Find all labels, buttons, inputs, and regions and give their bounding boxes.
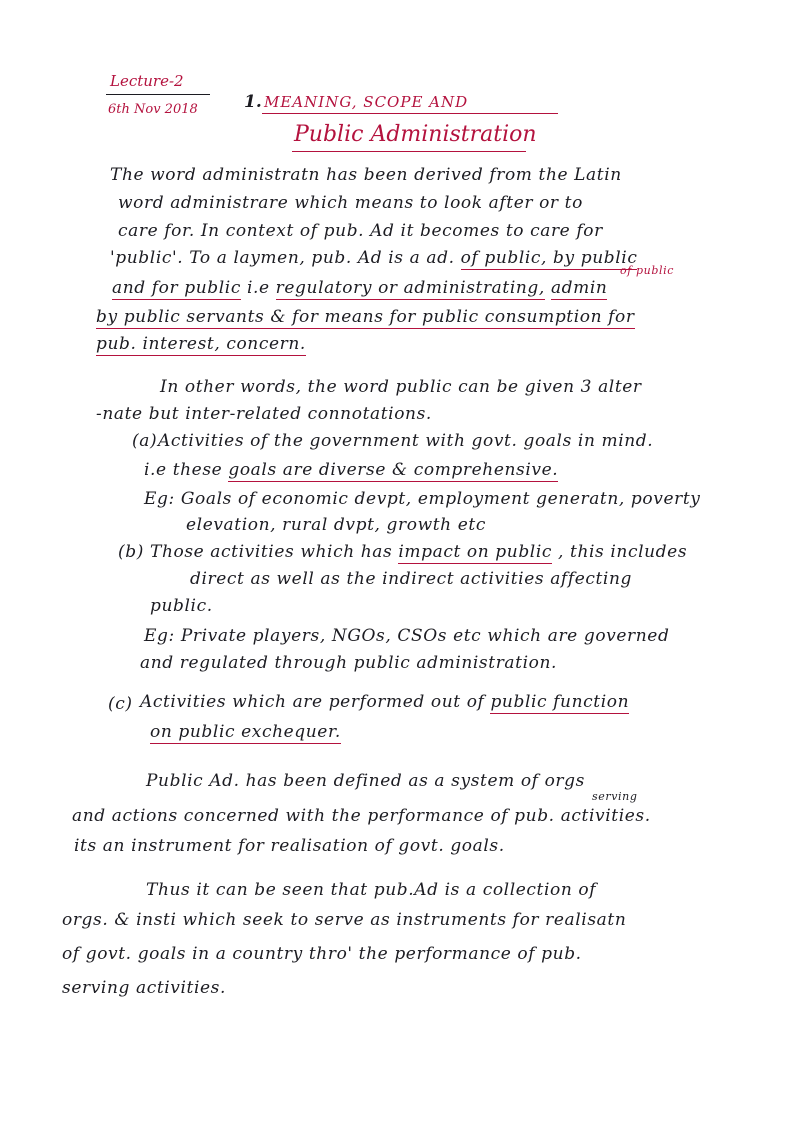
para2-line2: -nate but inter-related connotations. [96,404,432,424]
para1-line4-highlight: of public, by public [460,248,638,268]
lecture-date: 6th Nov 2018 [108,102,198,117]
section-heading: MEANING, SCOPE AND [264,93,469,111]
item-b-line1-end: , this includes [558,542,688,562]
lecture-label: Lecture-2 [110,72,184,90]
para1-line5-regulatory: regulatory or administrating, [275,278,545,298]
para1-line4 [110,248,637,268]
item-b-line1-start: Those activities which has [150,542,393,562]
para3-line3: its an instrument for realisation of govt. goals. [74,836,505,856]
item-b-line4: Eg: Private players, NGOs, CSOs etc which are governed [144,626,670,646]
para1-line3: care for. In context of pub. Ad it becomes to care for [118,221,603,241]
item-b-line5: and regulated through public administration. [140,653,558,673]
para1-line5-for-public: and for public [112,278,241,298]
para1-line5 [112,278,607,298]
page-title: Public Administration [294,122,537,147]
para4-line2: orgs. & insti which seek to serve as instruments for realisatn [62,910,627,930]
item-a-line1: Activities of the government with govt. goals in mind. [158,431,654,451]
item-b-line2: direct as well as the indirect activities affecting [190,569,632,589]
heading-underline [262,113,558,114]
item-c-line1-start: Activities which are performed out of [140,692,485,712]
item-a-line2-ie: i.e these [144,460,223,480]
para1-line1: The word administratn has been derived from the Latin [110,165,622,185]
item-c-line2 [150,722,341,742]
para1-line7-text: pub. interest, concern. [96,334,306,354]
para1-line5-ie: i.e [246,278,270,298]
item-a-line2-goals: goals are diverse & comprehensive. [228,460,559,480]
para3-line1: Public Ad. has been defined as a system of orgs [146,771,585,791]
item-b-line1 [150,542,687,562]
lecture-underline [106,94,210,95]
para1-line2: word administrare which means to look after or to [118,193,583,213]
para1-line6 [96,307,635,327]
item-c-marker: (c) [108,694,133,714]
para2-line1: In other words, the word public can be given 3 alter [160,377,642,397]
para4-line3: of govt. goals in a country thro' the performance of pub. [62,944,582,964]
section-number: 1. [244,92,262,112]
item-c-line1 [140,692,629,712]
item-c-line2-text: on public exchequer. [150,722,341,742]
para4-line4: serving activities. [62,978,227,998]
item-a-marker: (a) [132,431,158,451]
para4-line1: Thus it can be seen that pub.Ad is a collection of [146,880,597,900]
para1-line5-admin: admin [550,278,608,298]
para1-sup-of-public: of public [620,264,674,277]
item-a-line4: elevation, rural dvpt, growth etc [186,515,486,535]
para1-line7 [96,334,306,354]
item-a-line2 [144,460,558,480]
para3-sup-serving: serving [592,790,638,803]
item-b-marker: (b) [118,542,144,562]
item-b-line3: public. [150,596,213,616]
item-b-line1-impact: impact on public [398,542,553,562]
para3-line2: and actions concerned with the performance of pub. activities. [72,806,651,826]
para1-line4-start: 'public'. To a laymen, pub. Ad is a ad. [110,248,455,268]
title-underline [292,151,526,152]
item-a-line3: Eg: Goals of economic devpt, employment generatn, poverty [144,489,701,509]
para1-line6-text: by public servants & for means for public consumption for [96,307,635,327]
item-c-line1-function: public function [490,692,630,712]
